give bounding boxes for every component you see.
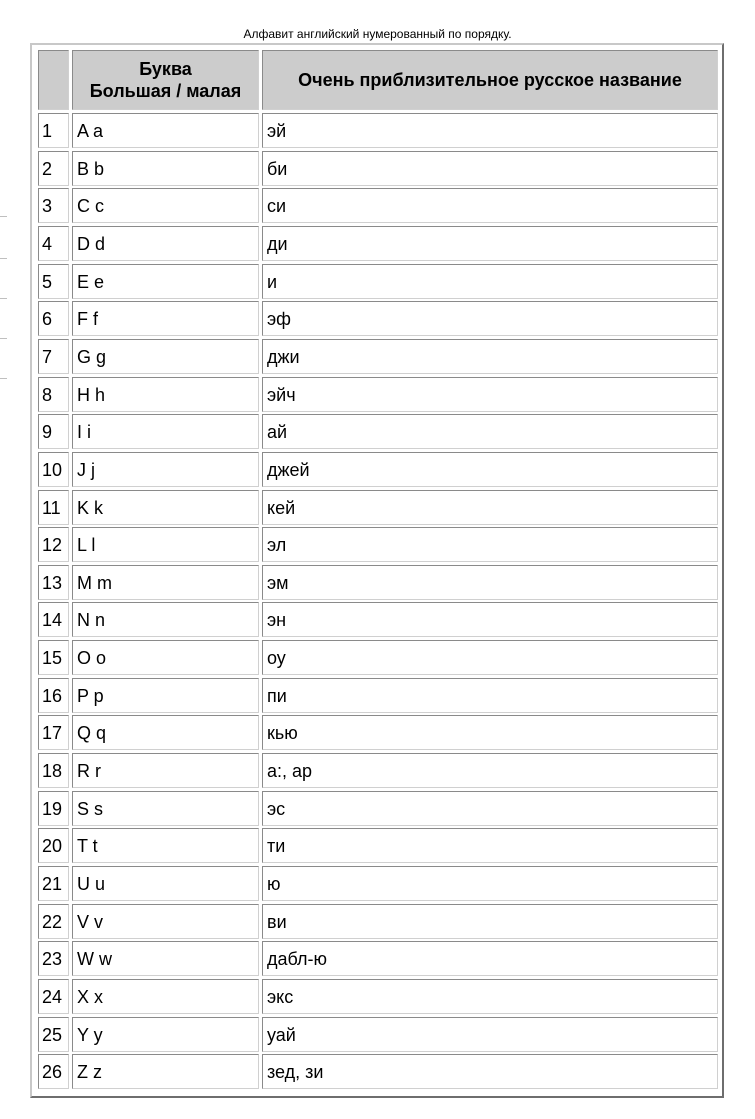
- row-letter-cell: D d: [72, 226, 259, 261]
- row-letter-cell: Y y: [72, 1017, 259, 1052]
- row-number-cell: 5: [38, 264, 69, 299]
- row-name-cell: си: [262, 188, 718, 223]
- row-number-cell: 1: [38, 113, 69, 148]
- row-letter-cell: H h: [72, 377, 259, 412]
- row-letter-cell: Q q: [72, 715, 259, 750]
- header-number-cell: [38, 50, 69, 110]
- row-name-cell: эйч: [262, 377, 718, 412]
- row-number-cell: 6: [38, 301, 69, 336]
- left-edge-marks: [0, 0, 8, 1119]
- row-number-cell: 24: [38, 979, 69, 1014]
- row-name-cell: би: [262, 151, 718, 186]
- row-letter-cell: I i: [72, 414, 259, 449]
- table-caption: Алфавит английский нумерованный по порядку.: [243, 27, 512, 41]
- row-number-cell: 4: [38, 226, 69, 261]
- row-name-cell: ю: [262, 866, 718, 901]
- header-letter-line2: Большая / малая: [89, 81, 242, 101]
- row-letter-cell: V v: [72, 904, 259, 939]
- row-name-cell: а:, ар: [262, 753, 718, 788]
- row-name-cell: эс: [262, 791, 718, 826]
- header-letter-line1: Буква: [139, 59, 192, 79]
- row-number-cell: 3: [38, 188, 69, 223]
- row-number-cell: 7: [38, 339, 69, 374]
- row-number-cell: 16: [38, 678, 69, 713]
- row-letter-cell: N n: [72, 602, 259, 637]
- row-number-cell: 8: [38, 377, 69, 412]
- alphabet-table: [30, 43, 724, 1098]
- row-letter-cell: E e: [72, 264, 259, 299]
- header-name-label: Очень приблизительное русское название: [298, 70, 682, 90]
- row-letter-cell: T t: [72, 828, 259, 863]
- row-number-cell: 11: [38, 490, 69, 525]
- row-number-cell: 17: [38, 715, 69, 750]
- row-name-cell: уай: [262, 1017, 718, 1052]
- row-name-cell: джей: [262, 452, 718, 487]
- row-number-cell: 20: [38, 828, 69, 863]
- header-letter-cell: [72, 50, 259, 110]
- row-letter-cell: B b: [72, 151, 259, 186]
- row-letter-cell: F f: [72, 301, 259, 336]
- row-letter-cell: C c: [72, 188, 259, 223]
- row-name-cell: и: [262, 264, 718, 299]
- row-letter-cell: X x: [72, 979, 259, 1014]
- row-number-cell: 10: [38, 452, 69, 487]
- row-letter-cell: L l: [72, 527, 259, 562]
- row-name-cell: эм: [262, 565, 718, 600]
- row-letter-cell: J j: [72, 452, 259, 487]
- row-number-cell: 15: [38, 640, 69, 675]
- row-number-cell: 22: [38, 904, 69, 939]
- row-name-cell: эф: [262, 301, 718, 336]
- row-number-cell: 26: [38, 1054, 69, 1089]
- row-number-cell: 21: [38, 866, 69, 901]
- row-number-cell: 12: [38, 527, 69, 562]
- row-name-cell: кей: [262, 490, 718, 525]
- row-letter-cell: U u: [72, 866, 259, 901]
- row-letter-cell: R r: [72, 753, 259, 788]
- row-number-cell: 25: [38, 1017, 69, 1052]
- row-name-cell: ти: [262, 828, 718, 863]
- row-letter-cell: G g: [72, 339, 259, 374]
- row-name-cell: эн: [262, 602, 718, 637]
- row-letter-cell: K k: [72, 490, 259, 525]
- row-letter-cell: A a: [72, 113, 259, 148]
- row-letter-cell: M m: [72, 565, 259, 600]
- row-name-cell: ди: [262, 226, 718, 261]
- row-number-cell: 23: [38, 941, 69, 976]
- row-letter-cell: Z z: [72, 1054, 259, 1089]
- header-name-cell: [262, 50, 718, 110]
- row-letter-cell: P p: [72, 678, 259, 713]
- row-letter-cell: S s: [72, 791, 259, 826]
- row-letter-cell: O o: [72, 640, 259, 675]
- row-name-cell: джи: [262, 339, 718, 374]
- row-name-cell: оу: [262, 640, 718, 675]
- row-name-cell: пи: [262, 678, 718, 713]
- row-name-cell: ви: [262, 904, 718, 939]
- row-letter-cell: W w: [72, 941, 259, 976]
- row-number-cell: 18: [38, 753, 69, 788]
- row-number-cell: 13: [38, 565, 69, 600]
- row-name-cell: экс: [262, 979, 718, 1014]
- row-number-cell: 2: [38, 151, 69, 186]
- row-name-cell: дабл-ю: [262, 941, 718, 976]
- row-number-cell: 19: [38, 791, 69, 826]
- row-number-cell: 14: [38, 602, 69, 637]
- row-name-cell: кью: [262, 715, 718, 750]
- row-name-cell: эй: [262, 113, 718, 148]
- row-number-cell: 9: [38, 414, 69, 449]
- row-name-cell: эл: [262, 527, 718, 562]
- row-name-cell: зед, зи: [262, 1054, 718, 1089]
- row-name-cell: ай: [262, 414, 718, 449]
